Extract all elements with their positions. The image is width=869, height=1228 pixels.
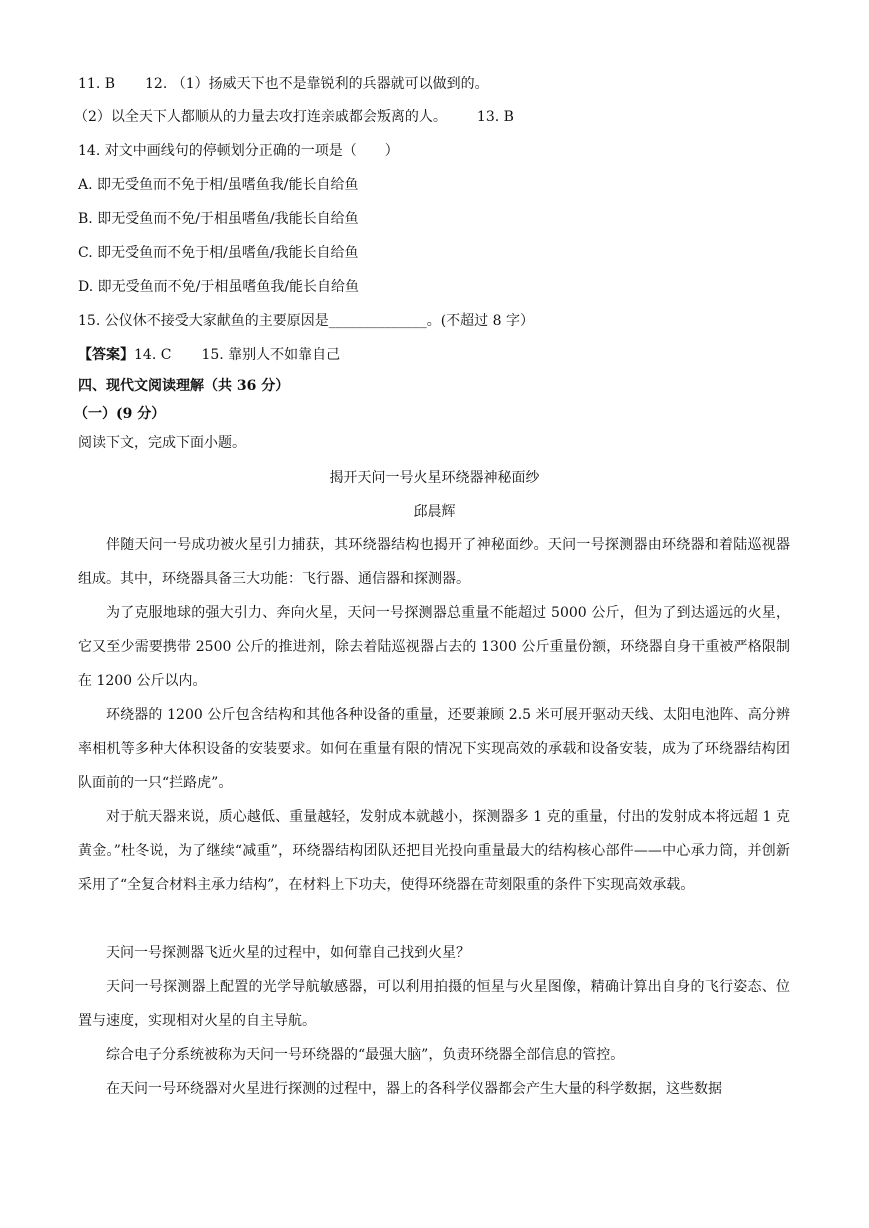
answer-13: 13. B	[476, 109, 514, 125]
section-instruction: 阅读下文，完成下面小题。	[78, 435, 246, 451]
article-title: 揭开天问一号火星环绕器神秘面纱	[329, 470, 540, 486]
article-paragraph-8: 在天问一号环绕器对火星进行探测的过程中，器上的各科学仪器都会产生大量的科学数据，这些数据	[106, 1081, 722, 1097]
article-paragraph-6: 天问一号探测器上配置的光学导航敏感器，可以利用拍摄的恒星与火星图像，精确计算出自身的飞行姿态、位置与速度，实现相对火星的自主导航。	[78, 979, 790, 1029]
article-paragraph-4: 对于航天器来说，质心越低、重量越轻，发射成本就越小，探测器多 1 克的重量，付出的发射成本将远超 1 克黄金。”杜冬说，为了继续“减重”，环绕器结构团队还把目光投向重量最大的结构核心部件——中心承力筒，并创新采用了“全复合材料主承力结构”，在材料上下功夫，使得环绕器在苛刻限重的条件下实现高效承载。	[78, 809, 790, 893]
question-15	[78, 311, 534, 331]
answer-block	[78, 345, 340, 365]
article-paragraph-3: 环绕器的 1200 公斤包含结构和其他各种设备的重量，还要兼顾 2.5 米可展开驱动天线、太阳电池阵、高分辨率相机等多种大体积设备的安装要求。如何在重量有限的情况下实现高效的承载和设备安装，成为了环绕器结构团队面前的一只“拦路虎”。	[78, 707, 790, 791]
answer-12-part1: 12. （1）扬威天下也不是靠锐利的兵器就可以做到的。	[145, 76, 489, 92]
answers-line-2	[74, 107, 514, 127]
section-title: 四、现代文阅读理解（共 36 分）	[78, 378, 290, 394]
question-14-option-b: B. 即无受鱼而不免/于相虽嗜鱼/我能长自给鱼	[78, 211, 359, 227]
question-15-stem: 15. 公仪休不接受大家献鱼的主要原因是	[78, 313, 329, 329]
question-14-stem: 14. 对文中画线句的停顿划分正确的一项是（ ）	[78, 143, 399, 159]
article-paragraph-2: 为了克服地球的强大引力、奔向火星，天问一号探测器总重量不能超过 5000 公斤，但为了到达遥远的火星，它又至少需要携带 2500 公斤的推进剂，除去着陆巡视器占去的 1300 公斤重量份额，环绕器自身干重被严格限制在 1200 公斤以内。	[78, 605, 790, 689]
answer-12-part2: （2）以全天下人都顺从的力量去攻打连亲戚都会叛离的人。	[74, 109, 447, 125]
question-14-option-c: C. 即无受鱼而不免于相/虽嗜鱼/我能长自给鱼	[78, 245, 359, 261]
section-subtitle: （一）(9 分）	[74, 406, 166, 422]
article-paragraph-5: 天问一号探测器飞近火星的过程中，如何靠自己找到火星？	[106, 945, 470, 961]
answer-14: 14. C	[134, 347, 172, 363]
article-paragraph-7: 综合电子分系统被称为天问一号环绕器的“最强大脑”，负责环绕器全部信息的管控。	[106, 1047, 625, 1063]
article-paragraph-1: 伴随天问一号成功被火星引力捕获，其环绕器结构也揭开了神秘面纱。天问一号探测器由环绕器和着陆巡视器组成。其中，环绕器具备三大功能：飞行器、通信器和探测器。	[78, 537, 790, 587]
answer-11: 11. B	[78, 76, 116, 92]
answer-15: 15. 靠别人不如靠自己	[201, 347, 341, 363]
answers-line-1	[78, 74, 489, 94]
question-15-blank: ______________	[328, 313, 427, 329]
question-14-option-a: A. 即无受鱼而不免于相/虽嗜鱼我/能长自给鱼	[78, 177, 359, 193]
question-14-option-d: D. 即无受鱼而不免/于相虽嗜鱼我/能长自给鱼	[78, 279, 360, 295]
question-15-tail: 。(不超过 8 字）	[426, 313, 534, 329]
answer-label: 【答案】	[78, 347, 134, 363]
article-author: 邱晨辉	[413, 504, 456, 520]
